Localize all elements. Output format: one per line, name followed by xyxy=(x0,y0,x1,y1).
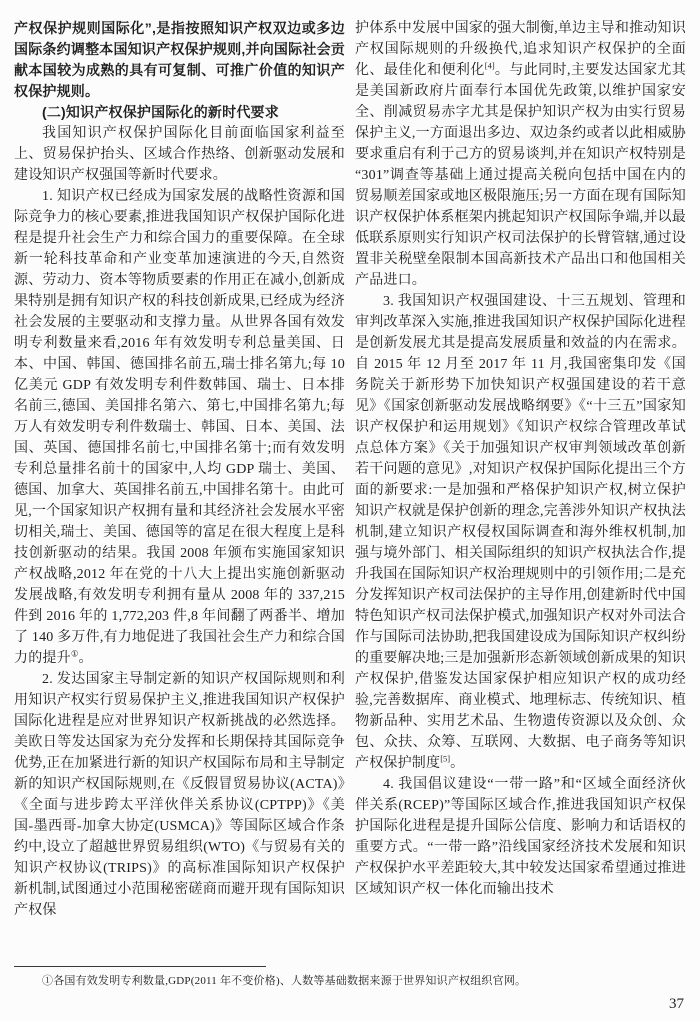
right-column xyxy=(355,18,686,958)
lead-paragraph-bold: 产权保护规则国际化”,是指按照知识产权双边或多边国际条约调整本国知识产权保护规则,并向国际社会贡献本国较为成熟的具有可复制、可推广价值的知识产权保护规则。 xyxy=(14,20,345,99)
footnote-divider xyxy=(14,966,266,967)
paragraph-point-3: 3. 我国知识产权强国建设、十三五规划、管理和审判改革深入实施,推进我国知识产权保护国际化进程是创新发展尤其是提高发展质量和效益的内在需求。自 2015 年 12 月至 2017 年 11 月,我国密集印发《国务院关于新形势下加快知识产权强国建设的若干意见》《国家创新驱动发展战略纲要》《“十三五”国家知识产权保护和运用规划》《知识产权综合管理改革试点总体方案》《关于加强知识产权审判领域改革创新若干问题的意见》,对知识产权保护国际化提出三个方面的新要求:一是加强和严格保护知识产权,树立保护知识产权就是保护创新的理念,完善涉外知识产权执法机制,建立知识产权侵权国际调查和海外维权机制,加强与境外部门、相关国际组织的知识产权执法合作,提升我国在国际知识产权治理规则中的引领作用;二是充分发挥知识产权司法保护的主导作用,创建新时代中国特色知识产权司法保护模式,加强知识产权对外司法合作与国际司法协助,把我国建设成为国际知识产权纠纷的重要解决地;三是加强新形态新领域创新成果的知识产权保护,借鉴发达国家保护相应知识产权的成功经验,完善数据库、商业模式、地理标志、传统知识、植物新品种、实用艺术品、生物遗传资源以及众创、众包、众扶、众筹、互联网、大数据、电子商务等知识产权保护制度[5]。 xyxy=(355,294,686,771)
text-columns xyxy=(14,18,687,958)
section-heading: (二)知识产权保护国际化的新时代要求 xyxy=(42,104,279,120)
paragraph-intro: 我国知识产权保护国际化目前面临国家利益至上、贸易保护抬头、区域合作热络、创新驱动发展和建设知识产权强国等新时代要求。 xyxy=(14,126,345,183)
left-column xyxy=(14,18,345,958)
paragraph-point-2-start: 2. 发达国家主导制定新的知识产权国际规则和利用知识产权实行贸易保护主义,推进我国知识产权保护国际化进程是应对世界知识产权新挑战的必然选择。美欧日等发达国家为充分发挥和长期保持其国际竞争优势,正在加紧进行新的知识产权国际布局和主导制定新的知识产权国际规则,在《反假冒贸易协议(ACTA)》《全面与进步跨太平洋伙伴关系协议(CPTPP)》《美国-墨西哥-加拿大协定(USMCA)》等国际区域合作条约中,设立了超越世界贸易组织(WTO)《与贸易有关的知识产权协议(TRIPS)》的高标准国际知识产权保护新机制,试图通过小范围秘密磋商而避开现有国际知识产权保 xyxy=(14,672,345,918)
paragraph-point-4: 4. 我国倡议建设“一带一路”和“区域全面经济伙伴关系(RCEP)”等国际区域合作,推进我国知识产权保护国际化进程是提升国际公信度、影响力和话语权的重要方式。“一带一路”沿线国家经济技术发展和知识产权保护水平差距较大,其中较发达国家希望通过推进区域知识产权一体化而输出技术 xyxy=(355,777,686,897)
paragraph-point-2-continued: 护体系中发展中国家的强大制衡,单边主导和推动知识产权国际规则的升级换代,追求知识产权保护的全面化、最佳化和便利化[4]。与此同时,主要发达国家尤其是美国新政府片面奉行本国优先政策,以维护国家安全、削减贸易赤字尤其是保护知识产权为由实行贸易保护主义,一方面退出多边、双边条约或者以此相威胁要求重启有利于己方的贸易谈判,并在知识产权特别是“301”调查等基础上通过提高关税向包括中国在内的贸易顺差国家或地区极限施压;另一方面在现有国际知识产权保护体系框架内挑起知识产权国际争端,并以最低联系原则实行知识产权司法保护的长臂管辖,通过设置非关税壁垒限制本国高新技术产品出口和他国相关产品进口。 xyxy=(355,21,686,288)
page-number: 37 xyxy=(669,996,684,1012)
footnote-text: ①各国有效发明专利数量,GDP(2011 年不变价格)、人数等基础数据来源于世界知识产权组织官网。 xyxy=(42,975,527,987)
paragraph-point-1: 1. 知识产权已经成为国家发展的战略性资源和国际竞争力的核心要素,推进我国知识产权保护国际化进程是提升社会生产力和综合国力的重要保障。在全球新一轮科技革命和产业变革加速演进的今天,自然资源、劳动力、资本等物质要素的作用正在减小,创新成果特别是拥有知识产权的科技创新成果,已经成为经济社会发展的主要驱动和支撑力量。从世界各国有效发明专利数量来看,2016 年有效发明专利总量美国、日本、中国、韩国、德国排名前五,瑞士排名第九;每 10 亿美元 GDP 有效发明专利件数韩国、瑞士、日本排名前三,德国、美国排名第六、第七,中国排名第九;每万人有效发明专利件数瑞士、韩国、日本、美国、法国、英国、德国排名前七,中国排名第十;而有效发明专利总量排名前十的国家中,人均 GDP 瑞士、美国、德国、加拿大、英国排名前五,中国排名第十。由此可见,一个国家知识产权拥有量和其经济社会发展水平密切相关,瑞士、美国、德国等的富足在很大程度上是科技创新驱动的结果。我国 2008 年颁布实施国家知识产权战略,2012 年在党的十八大上提出实施创新驱动发展战略,有效发明专利拥有量从 2008 年的 337,215 件到 2016 年的 1,772,203 件,8 年间翻了两番半、增加了 140 多万件,有力地促进了我国社会生产力和综合国力的提升①。 xyxy=(14,189,345,666)
